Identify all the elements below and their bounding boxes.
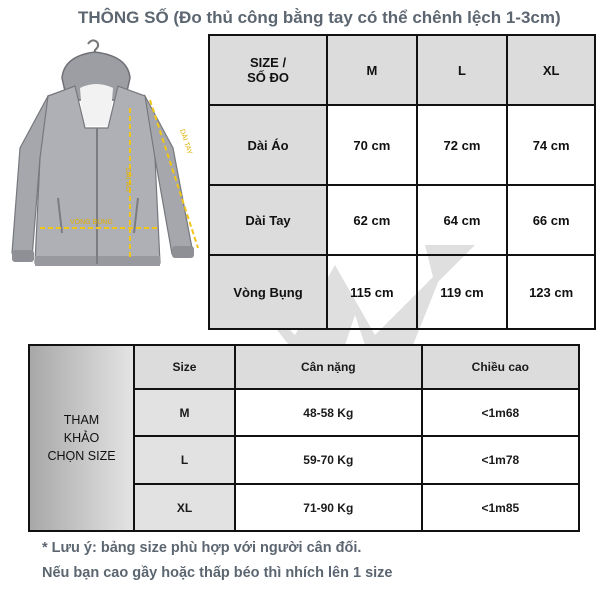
height-cell: <1m85 (422, 484, 579, 531)
size-col-m: M (327, 35, 417, 105)
table-row (209, 255, 595, 329)
header-weight: Cân nặng (235, 345, 422, 389)
size-col-l: L (417, 35, 508, 105)
label-length: DÀI ÁO (124, 168, 131, 192)
note-line-2: Nếu bạn cao gầy hoặc thấp béo thì nhích lên 1 size (42, 565, 393, 581)
row-label: Vòng Bụng (209, 255, 327, 329)
header-size: Size (134, 345, 235, 389)
reference-label-cell (29, 345, 134, 531)
table-row (209, 105, 595, 185)
table-cell: 115 cm (327, 255, 417, 329)
note-line-1: * Lưu ý: bảng size phù hợp với người cân đối. (42, 540, 362, 556)
size-header-line2: SỐ ĐO (247, 70, 289, 85)
size-cell: L (134, 436, 235, 484)
table-cell: 64 cm (417, 185, 508, 255)
height-cell: <1m68 (422, 389, 579, 436)
label-waist: VÒNG BỤNG (70, 219, 113, 226)
table-cell: 123 cm (507, 255, 595, 329)
weight-cell: 48-58 Kg (235, 389, 422, 436)
table-cell: 70 cm (327, 105, 417, 185)
table-cell: 66 cm (507, 185, 595, 255)
page-title: THÔNG SỐ (Đo thủ công bằng tay có thể chênh lệch 1-3cm) (78, 8, 561, 27)
reference-label-line2: KHẢO (63, 431, 100, 445)
reference-table (28, 344, 580, 532)
label-sleeve: DÀI TAY (178, 128, 193, 156)
size-chart-table (208, 34, 596, 330)
header-height: Chiều cao (422, 345, 579, 389)
size-header-cell (209, 35, 327, 105)
table-cell: 119 cm (417, 255, 508, 329)
size-cell: M (134, 389, 235, 436)
height-cell: <1m78 (422, 436, 579, 484)
reference-label-line1: THAM (63, 413, 100, 427)
table-cell: 62 cm (327, 185, 417, 255)
reference-label-line3: CHỌN SIZE (47, 449, 116, 463)
weight-cell: 59-70 Kg (235, 436, 422, 484)
table-row (209, 185, 595, 255)
row-label: Dài Áo (209, 105, 327, 185)
table-cell: 72 cm (417, 105, 508, 185)
size-header-line1: SIZE / (249, 55, 287, 70)
table-cell: 74 cm (507, 105, 595, 185)
weight-cell: 71-90 Kg (235, 484, 422, 531)
row-label: Dài Tay (209, 185, 327, 255)
size-cell: XL (134, 484, 235, 531)
size-col-xl: XL (507, 35, 595, 105)
jacket-image (0, 38, 210, 288)
